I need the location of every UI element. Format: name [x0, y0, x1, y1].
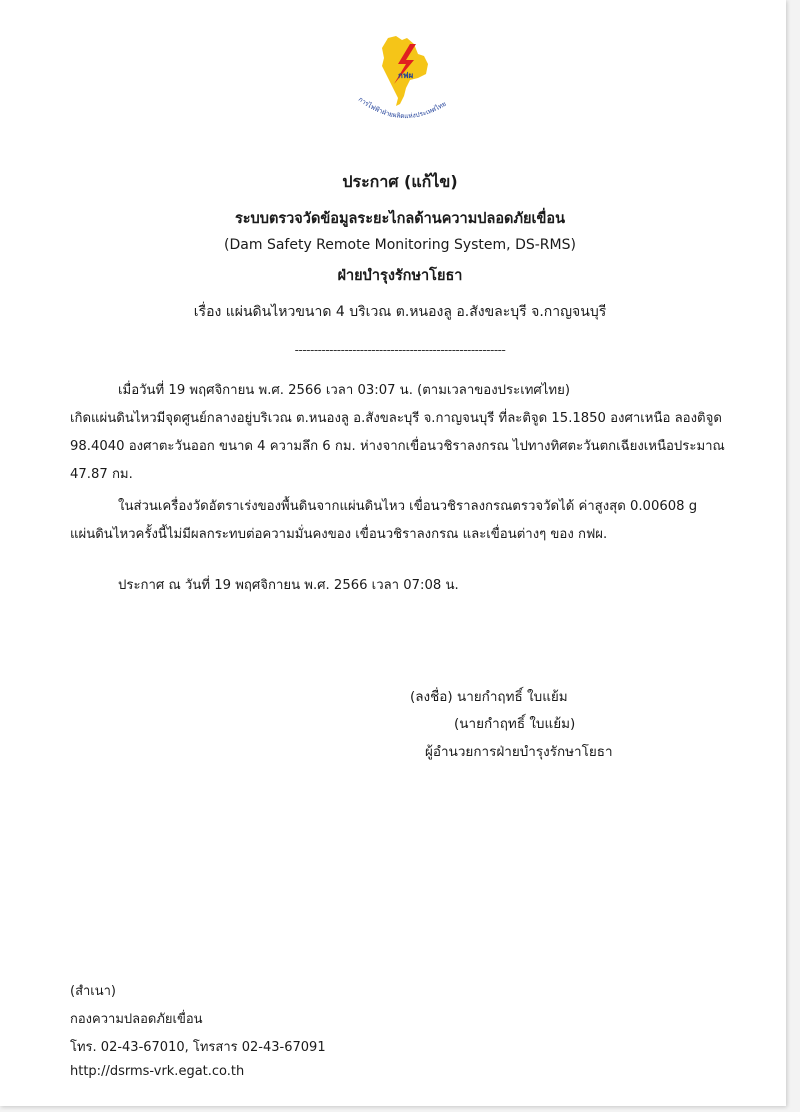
- signatory-position: ผู้อำนวยการฝ่ายบำรุงรักษาโยธา: [425, 744, 613, 760]
- body-paragraph-1-line-4: 47.87 กม.: [70, 467, 133, 482]
- copy-label: (สำเนา): [70, 984, 117, 999]
- signatory-name: (นายกำฤทธิ์ ใบแย้ม): [454, 716, 576, 732]
- thailand-map-icon: [352, 30, 456, 132]
- system-name-en: (Dam Safety Remote Monitoring System, DS-RMS): [224, 237, 576, 253]
- body-paragraph-1-line-2: เกิดแผ่นดินไหวมีจุดศูนย์กลางอยู่บริเวณ ต.หนองลู อ.สังขละบุรี จ.กาญจนบุรี ที่ละติจูด 15.1850 องศาเหนือ ลองติจูด: [70, 411, 722, 426]
- logo-initials: กฟผ: [398, 71, 414, 80]
- body-paragraph-2-line-1: ในส่วนเครื่องวัดอัตราเร่งของพื้นดินจากแผ่นดินไหว เขื่อนวชิราลงกรณตรวจวัดได้ ค่าสูงสุด 0.00608 g: [118, 499, 698, 514]
- signature-line: (ลงชื่อ) นายกำฤทธิ์ ใบแย้ม: [410, 689, 568, 705]
- egat-logo: [352, 30, 456, 132]
- document-title: ประกาศ (แก้ไข): [342, 172, 458, 191]
- website-link[interactable]: http://dsrms-vrk.egat.co.th: [70, 1064, 245, 1079]
- subject-line: เรื่อง แผ่นดินไหวขนาด 4 บริเวณ ต.หนองลู อ.สังขละบุรี จ.กาญจนบุรี: [193, 304, 607, 320]
- body-paragraph-2-line-2: แผ่นดินไหวครั้งนี้ไม่มีผลกระทบต่อความมั่นคงของ เขื่อนวชิราลงกรณ และเขื่อนต่างๆ ของ กฟผ.: [70, 527, 608, 542]
- logo-arc-text: การไฟฟ้าฝ่ายผลิตแห่งประเทศไทย: [356, 95, 448, 121]
- announcement-date: ประกาศ ณ วันที่ 19 พฤศจิกายน พ.ศ. 2566 เวลา 07:08 น.: [118, 578, 459, 593]
- system-name-th: ระบบตรวจวัดข้อมูลระยะไกลด้านความปลอดภัยเขื่อน: [234, 211, 566, 227]
- body-paragraph-1-line-1: เมื่อวันที่ 19 พฤศจิกายน พ.ศ. 2566 เวลา 03:07 น. (ตามเวลาของประเทศไทย): [118, 383, 570, 398]
- division-name: กองความปลอดภัยเขื่อน: [70, 1012, 203, 1027]
- divider-line: -------------------------------------------------------: [294, 343, 506, 357]
- body-paragraph-1-line-3: 98.4040 องศาตะวันออก ขนาด 4 ความลึก 6 กม. ห่างจากเขื่อนวชิราลงกรณ ไปทางทิศตะวันตกเฉียงเหนือประมาณ: [70, 439, 725, 454]
- contact-numbers: โทร. 02-43-67010, โทรสาร 02-43-67091: [70, 1040, 326, 1055]
- department-name: ฝ่ายบำรุงรักษาโยธา: [337, 268, 463, 284]
